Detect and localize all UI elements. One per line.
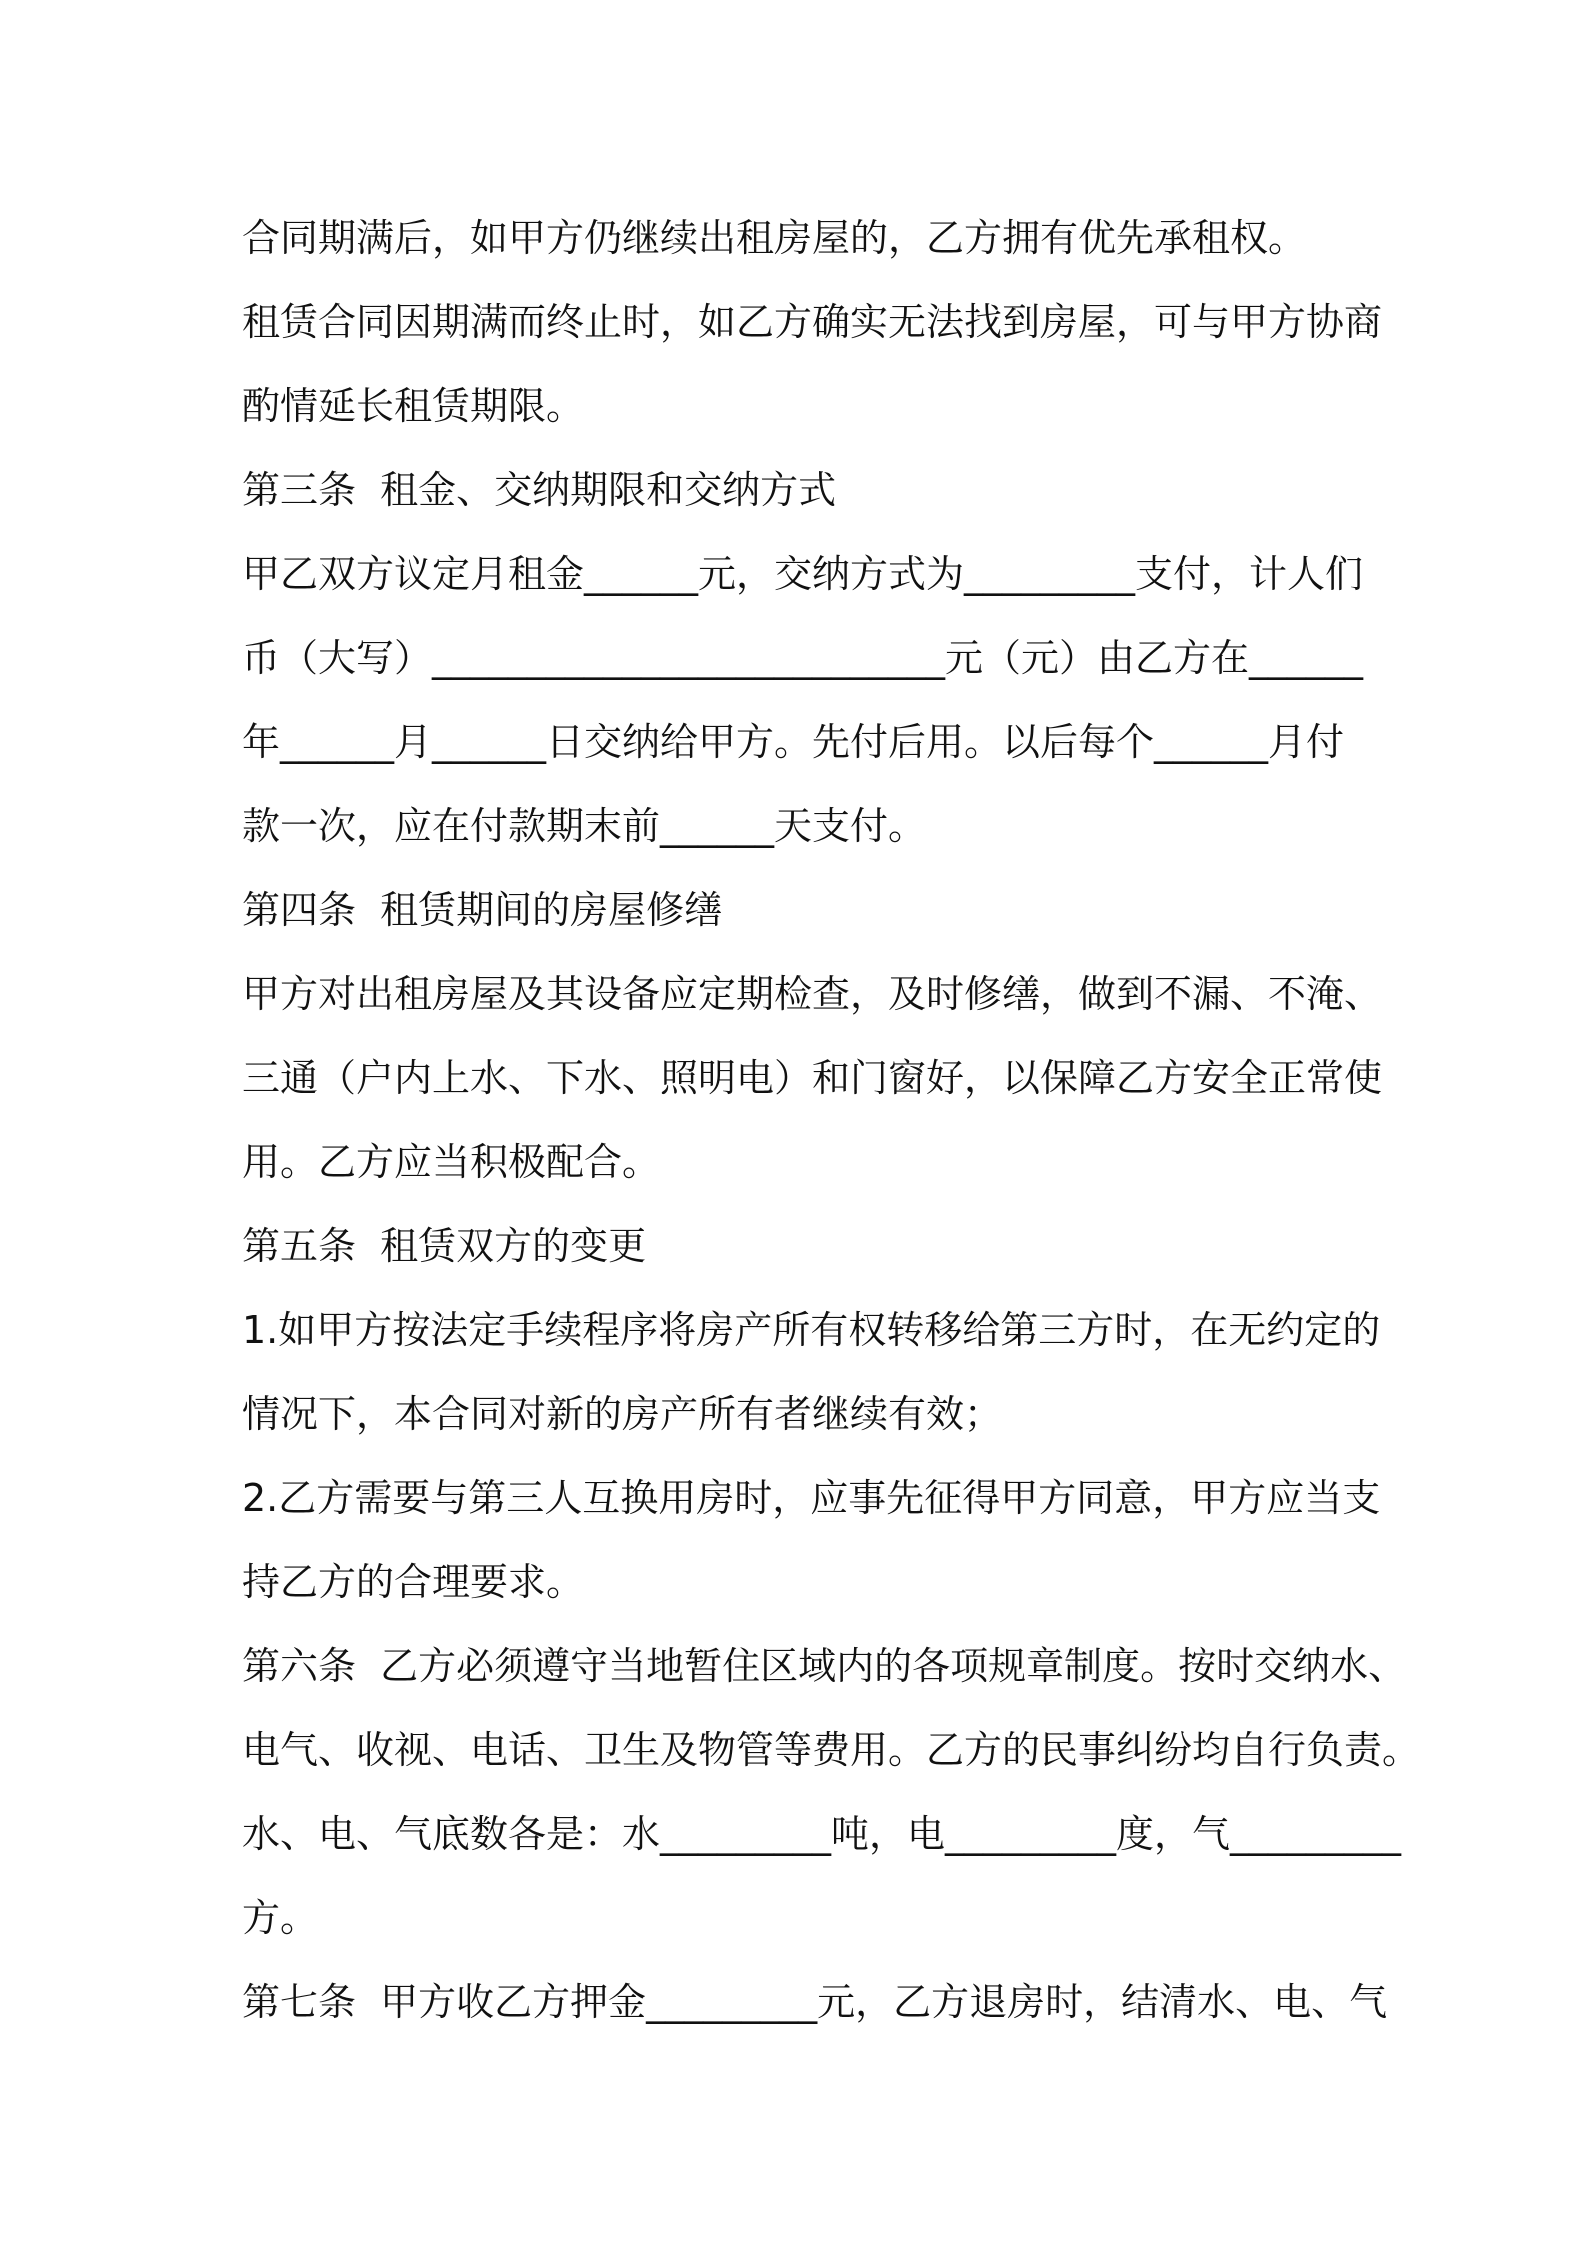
text-line: 用。乙方应当积极配合。 <box>242 1140 661 1184</box>
article-heading: 第三条 租金、交纳期限和交纳方式 <box>242 468 837 512</box>
text-line: 持乙方的合理要求。 <box>242 1560 585 1604</box>
text-line: 1.如甲方按法定手续程序将房产所有权转移给第三方时，在无约定的 <box>242 1308 1381 1352</box>
article-heading: 第六条 乙方必须遵守当地暂住区域内的各项规章制度。按时交纳水、 <box>242 1644 1407 1688</box>
text-line: 电气、收视、电话、卫生及物管等费用。乙方的民事纠纷均自行负责。 <box>242 1728 1421 1772</box>
text-line: 合同期满后，如甲方仍继续出租房屋的，乙方拥有优先承租权。 <box>242 216 1307 260</box>
article-heading: 第七条 甲方收乙方押金_________元，乙方退房时，结清水、电、气 <box>242 1980 1388 2024</box>
text-line: 年______月______日交纳给甲方。先付后用。以后每个______月付 <box>242 720 1345 764</box>
contract-text <box>242 196 1421 2044</box>
text-line: 2.乙方需要与第三人互换用房时，应事先征得甲方同意，甲方应当支 <box>242 1476 1381 1520</box>
article-heading: 第四条 租赁期间的房屋修缮 <box>242 888 723 932</box>
text-line: 方。 <box>242 1896 319 1940</box>
text-line: 币（大写）___________________________元（元）由乙方在______ <box>242 636 1364 680</box>
article-heading: 第五条 租赁双方的变更 <box>242 1224 647 1268</box>
text-line: 款一次，应在付款期末前______天支付。 <box>242 804 927 848</box>
text-line: 水、电、气底数各是：水_________吨，电_________度，气_________ <box>242 1812 1402 1856</box>
text-line: 租赁合同因期满而终止时，如乙方确实无法找到房屋，可与甲方协商 <box>242 300 1383 344</box>
text-line: 情况下，本合同对新的房产所有者继续有效； <box>242 1392 1003 1436</box>
text-line: 酌情延长租赁期限。 <box>242 384 585 428</box>
text-line: 甲乙双方议定月租金______元，交纳方式为_________支付，计人们 <box>242 552 1364 596</box>
text-line: 三通（户内上水、下水、照明电）和门窗好，以保障乙方安全正常使 <box>242 1056 1383 1100</box>
text-line: 甲方对出租房屋及其设备应定期检查，及时修缮，做到不漏、不淹、 <box>242 972 1383 1016</box>
